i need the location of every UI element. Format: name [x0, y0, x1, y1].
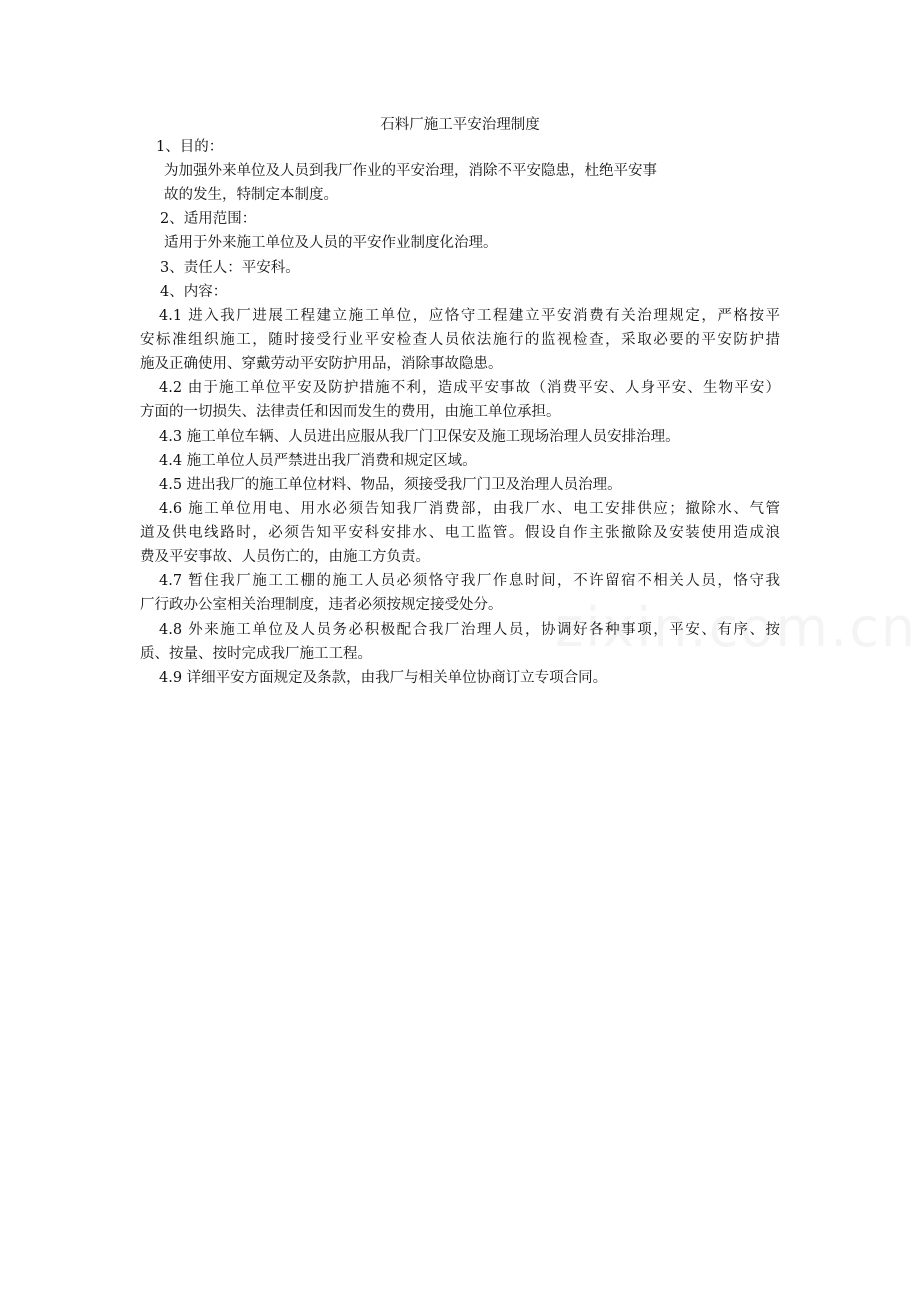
content-heading: 4、内容：	[160, 284, 228, 300]
item-4-8-line-1: 4.8 外来施工单位及人员务必积极配合我厂治理人员，协调好各种事项，平安、有序、按	[159, 622, 780, 638]
responsible-line: 3、责任人：平安科。	[160, 260, 300, 276]
scope-heading: 2、适用范围：	[160, 211, 257, 227]
scope-text: 适用于外来施工单位及人员的平安作业制度化治理。	[164, 235, 498, 251]
item-4-2-line-1: 4.2 由于施工单位平安及防护措施不利，造成平安事故（消费平安、人身平安、生物平安）	[159, 380, 780, 396]
purpose-heading: 1、目的：	[156, 139, 224, 155]
item-4-1-line-2: 安标准组织施工，随时接受行业平安检查人员依法施行的监视检查，采取必要的平安防护措	[140, 332, 780, 348]
purpose-text-line-1: 为加强外来单位及人员到我厂作业的平安治理，消除不平安隐患，杜绝平安事	[164, 163, 657, 179]
item-4-6-line-1: 4.6 施工单位用电、用水必须告知我厂消费部，由我厂水、电工安排供应；撤除水、气管	[159, 501, 780, 517]
item-4-3: 4.3 施工单位车辆、人员进出应服从我厂门卫保安及施工现场治理人员安排治理。	[159, 429, 680, 445]
item-4-8-line-2: 质、按量、按时完成我厂施工工程。	[140, 646, 372, 662]
item-4-4: 4.4 施工单位人员严禁进出我厂消费和规定区域。	[159, 453, 477, 469]
item-4-7-line-1: 4.7 暂住我厂施工工棚的施工人员必须恪守我厂作息时间，不许留宿不相关人员，恪守我	[159, 573, 780, 589]
item-4-6-line-2: 道及供电线路时，必须告知平安科安排水、电工监管。假设自作主张撤除及安装使用造成浪	[140, 525, 780, 541]
document-title: 石料厂施工平安治理制度	[380, 117, 540, 133]
purpose-text-line-2: 故的发生，特制定本制度。	[164, 187, 338, 203]
item-4-6-line-3: 费及平安事故、人员伤亡的，由施工方负责。	[140, 549, 430, 565]
item-4-9: 4.9 详细平安方面规定及条款，由我厂与相关单位协商订立专项合同。	[159, 670, 608, 686]
item-4-5: 4.5 进出我厂的施工单位材料、物品，须接受我厂门卫及治理人员治理。	[159, 477, 622, 493]
item-4-1-line-1: 4.1 进入我厂进展工程建立施工单位，应恪守工程建立平安消费有关治理规定，严格按平	[159, 308, 780, 324]
item-4-7-line-2: 厂行政办公室相关治理制度，违者必须按规定接受处分。	[140, 597, 503, 613]
item-4-1-line-3: 施及正确使用、穿戴劳动平安防护用品，消除事故隐患。	[140, 356, 503, 372]
item-4-2-line-2: 方面的一切损失、法律责任和因而发生的费用，由施工单位承担。	[140, 404, 561, 420]
